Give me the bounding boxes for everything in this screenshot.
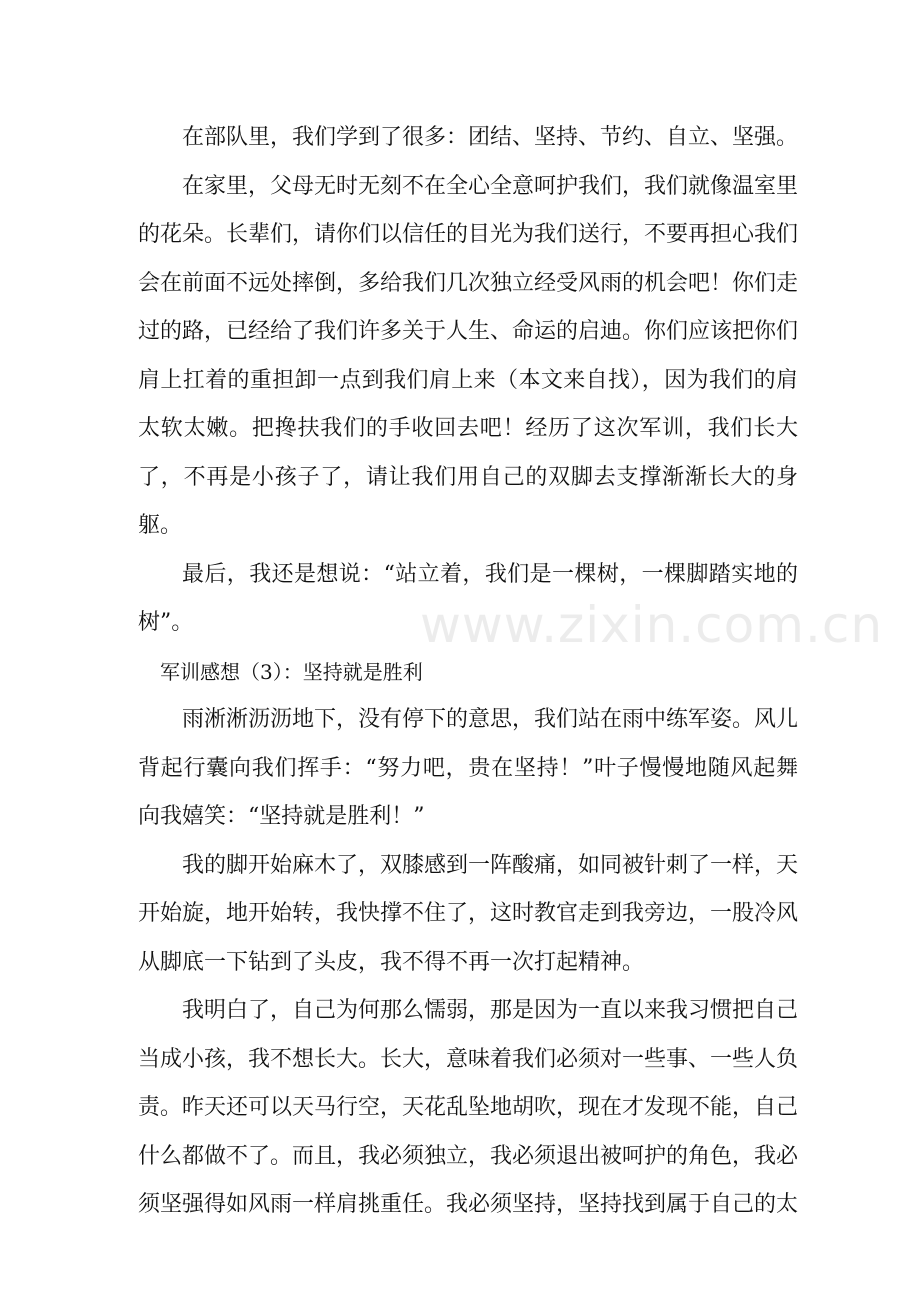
- paragraph-5: 我的脚开始麻木了，双膝感到一阵酸痛，如同被针刺了一样，天开始旋，地开始转，我快撑不住了，这时教官走到我旁边，一股冷风从脚底一下钻到了头皮，我不得不再一次打起精神。: [138, 852, 799, 975]
- section-heading: 军训感想（3）：坚持就是胜利: [160, 659, 423, 684]
- paragraph-4: 雨淅淅沥沥地下，没有停下的意思，我们站在雨中练军姿。风儿背起行囊向我们挥手：“努力吧，贵在坚持！”叶子慢慢地随风起舞向我嬉笑：“坚持就是胜利！”: [138, 707, 799, 829]
- paragraph-2: 在家里，父母无时无刻不在全心全意呵护我们，我们就像温室里的花朵。长辈们，请你们以信任的目光为我们送行，不要再担心我们会在前面不远处摔倒，多给我们几次独立经受风雨的机会吧！你们走过的路，已经给了我们许多关于人生、命运的启迪。你们应该把你们肩上扛着的重担卸一点到我们肩上来（本文来自找），因为我们的肩太软太嫩。把搀扶我们的手收回去吧！经历了这次军训，我们长大了，不再是小孩子了，请让我们用自己的双脚去支撑渐渐长大的身躯。: [138, 173, 799, 538]
- paragraph-3: 最后，我还是想说：“站立着，我们是一棵树，一棵脚踏实地的树”。: [138, 561, 798, 635]
- watermark: www.zixin.com.cn: [420, 596, 884, 654]
- paragraph-6: 我明白了，自己为何那么懦弱，那是因为一直以来我习惯把自己当成小孩，我不想长大。长大，意味着我们必须对一些事、一些人负责。昨天还可以天马行空，天花乱坠地胡吹，现在才发现不能，自己什么都做不了。而且，我必须独立，我必须退出被呵护的角色，我必须坚强得如风雨一样肩挑重任。我必须坚持，坚持找到属于自己的太: [138, 998, 799, 1217]
- document-body: [138, 114, 798, 1230]
- paragraph-1: 在部队里，我们学到了很多：团结、坚持、节约、自立、坚强。: [182, 125, 799, 150]
